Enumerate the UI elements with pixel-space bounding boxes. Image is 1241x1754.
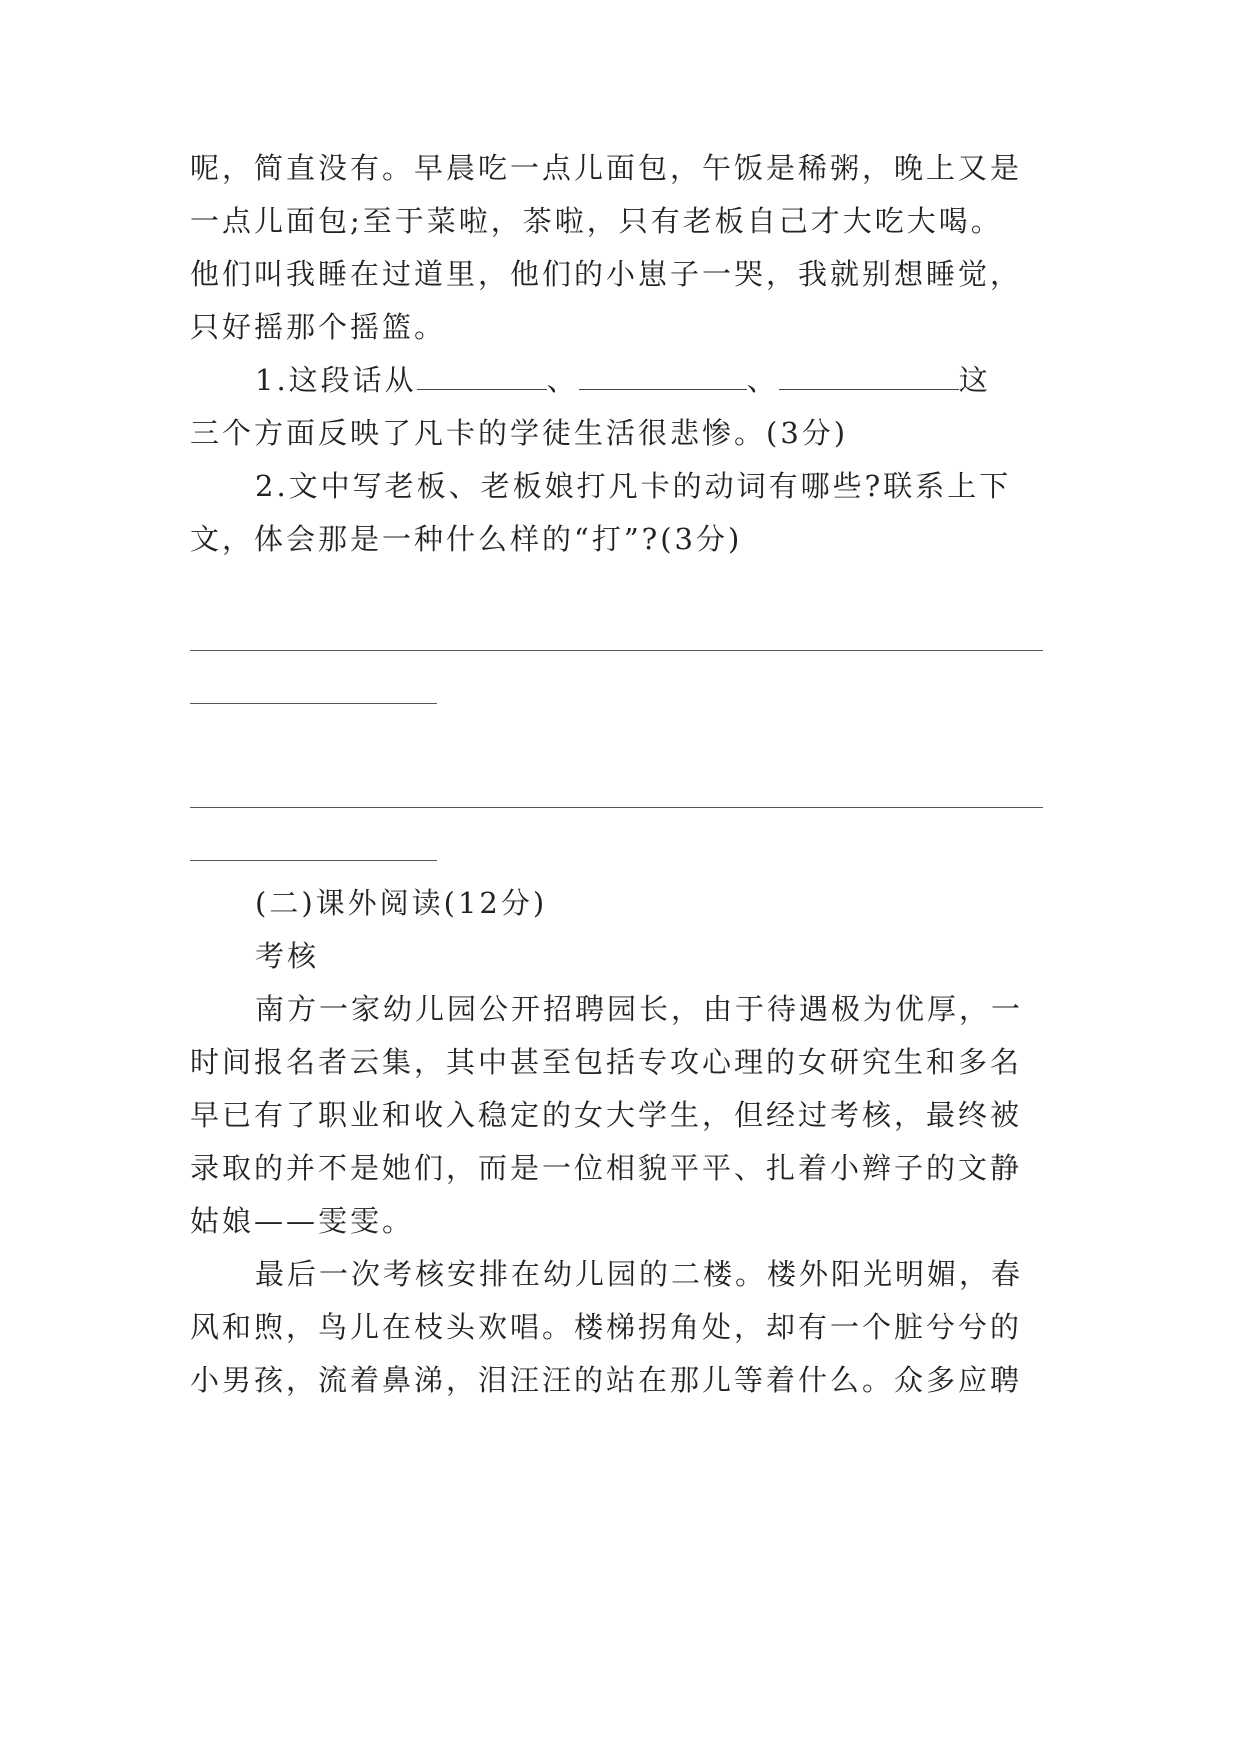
- question-1-prefix: 1.这段话从: [255, 363, 417, 397]
- question-1-separator: 、: [546, 363, 579, 397]
- answer-line[interactable]: [190, 703, 437, 704]
- question-1: [255, 360, 991, 400]
- question-2-line2: 文，体会那是一种什么样的“打”?(3分): [190, 522, 743, 556]
- question-2-line1: 2.文中写老板、老板娘打凡卡的动词有哪些?联系上下: [255, 469, 1012, 503]
- story-title: 考核: [255, 939, 320, 973]
- story-line: 风和煦，鸟儿在枝头欢唱。楼梯拐角处，却有一个脏兮兮的: [190, 1310, 1023, 1344]
- story-line: 最后一次考核安排在幼儿园的二楼。楼外阳光明媚，春: [255, 1257, 1024, 1291]
- passage-line: 一点儿面包;至于菜啦，茶啦，只有老板自己才大吃大喝。: [190, 204, 1003, 238]
- story-line: 南方一家幼儿园公开招聘园长，由于待遇极为优厚，一: [255, 992, 1024, 1026]
- story-line: 姑娘——雯雯。: [190, 1204, 415, 1238]
- answer-blank-1[interactable]: [417, 361, 547, 390]
- answer-blank-2[interactable]: [579, 361, 747, 390]
- answer-line[interactable]: [190, 807, 1043, 808]
- story-line: 录取的并不是她们，而是一位相貌平平、扎着小辫子的文静: [190, 1151, 1023, 1185]
- passage-line: 他们叫我睡在过道里，他们的小崽子一哭，我就别想睡觉，: [190, 257, 1023, 291]
- passage-line: 呢，简直没有。早晨吃一点儿面包，午饭是稀粥，晚上又是: [190, 151, 1023, 185]
- answer-line[interactable]: [190, 650, 1043, 651]
- answer-blank-3[interactable]: [779, 361, 959, 390]
- story-line: 早已有了职业和收入稳定的女大学生，但经过考核，最终被: [190, 1098, 1023, 1132]
- story-line: 时间报名者云集，其中甚至包括专攻心理的女研究生和多名: [190, 1045, 1023, 1079]
- section-heading: (二)课外阅读(12分): [255, 886, 548, 920]
- question-1-line2: 三个方面反映了凡卡的学徒生活很悲惨。(3分): [190, 416, 849, 450]
- answer-line[interactable]: [190, 860, 437, 861]
- question-1-separator: 、: [746, 363, 779, 397]
- passage-line: 只好摇那个摇篮。: [190, 310, 447, 344]
- question-1-suffix: 这: [958, 363, 991, 397]
- story-line: 小男孩，流着鼻涕，泪汪汪的站在那儿等着什么。众多应聘: [190, 1363, 1023, 1397]
